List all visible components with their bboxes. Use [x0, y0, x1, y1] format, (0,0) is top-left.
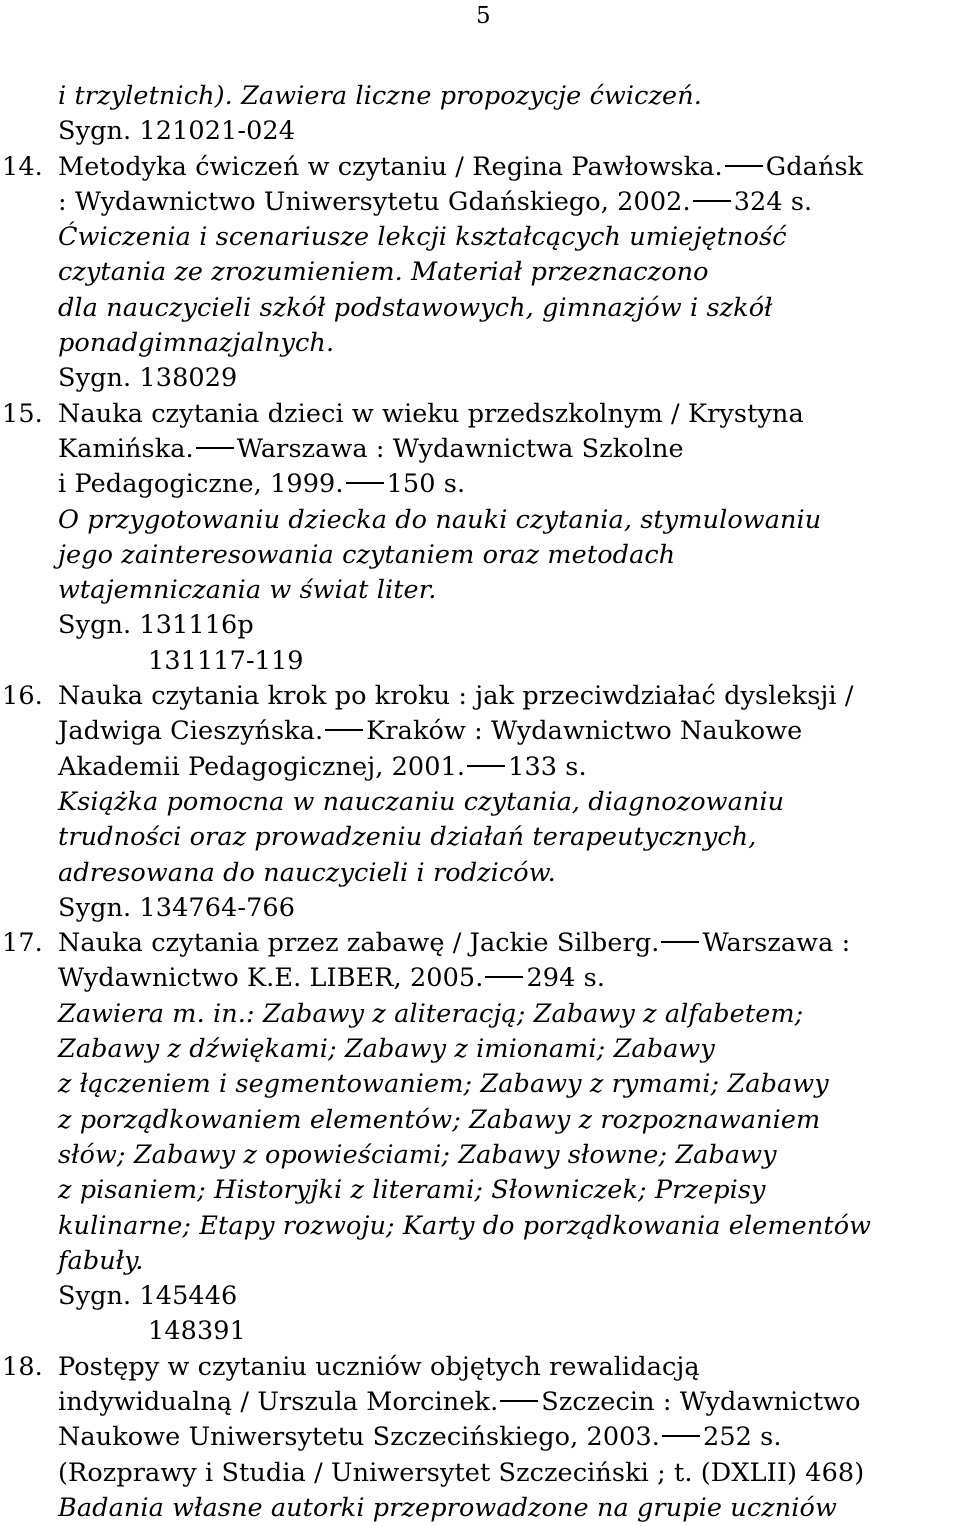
- annotation-text: Książka pomocna w nauczaniu czytania, diagnozowaniu: [58, 786, 785, 817]
- citation-text: Kraków : Wydawnictwo Naukowe: [366, 716, 803, 747]
- text-line: [0, 679, 960, 714]
- citation-text: Nauka czytania przez zabawę / Jackie Silberg.: [58, 928, 660, 959]
- text-line: [0, 1103, 960, 1138]
- citation-text: 131117-119: [148, 645, 304, 676]
- line-text: [58, 467, 465, 502]
- line-text: [58, 1103, 820, 1138]
- line-text: [58, 997, 803, 1032]
- text-line: [0, 255, 960, 290]
- text-line: [0, 150, 960, 185]
- citation-text: (Rozprawy i Studia / Uniwersytet Szczeciński ; t. (DXLII) 468): [58, 1457, 865, 1488]
- line-text: [58, 679, 854, 714]
- text-line: [0, 326, 960, 361]
- text-line: [0, 538, 960, 573]
- annotation-text: Zawiera m. in.: Zabawy z aliteracją; Zabawy z alfabetem;: [58, 998, 804, 1029]
- em-dash: [196, 447, 234, 449]
- citation-text: 252 s.: [703, 1422, 782, 1453]
- text-line: [0, 1244, 960, 1279]
- text-line: [0, 220, 960, 255]
- annotation-text: ponadgimnazjalnych.: [58, 328, 335, 359]
- annotation-text: fabuły.: [58, 1245, 144, 1276]
- citation-text: 150 s.: [386, 469, 466, 500]
- line-text: [148, 644, 304, 679]
- text-line: [0, 503, 960, 538]
- citation-text: : Wydawnictwo Uniwersytetu Gdańskiego, 2002.: [58, 186, 691, 217]
- line-text: [58, 820, 757, 855]
- line-text: [58, 397, 804, 432]
- bibliography-list: [0, 79, 960, 1526]
- annotation-text: kulinarne; Etapy rozwoju; Karty do porządkowania elementów: [58, 1210, 872, 1241]
- line-text: [58, 114, 295, 149]
- text-line: [0, 714, 960, 749]
- citation-text: Sygn. 138029: [58, 363, 238, 394]
- citation-text: Kamińska.: [58, 433, 194, 464]
- text-line: [0, 114, 960, 149]
- citation-text: Postępy w czytaniu uczniów objętych rewalidacją: [58, 1351, 700, 1382]
- em-dash: [662, 1435, 700, 1437]
- citation-text: Wydawnictwo K.E. LIBER, 2005.: [58, 963, 484, 994]
- line-text: [58, 1032, 715, 1067]
- text-line: [0, 926, 960, 961]
- line-text: [58, 1138, 777, 1173]
- annotation-text: O przygotowaniu dziecka do nauki czytania, stymulowaniu: [58, 504, 822, 535]
- line-text: [58, 608, 254, 643]
- em-dash: [325, 729, 363, 731]
- citation-text: Gdańsk: [765, 151, 864, 182]
- line-text: [58, 150, 863, 185]
- text-line: [0, 1279, 960, 1314]
- line-text: [58, 1244, 143, 1279]
- line-text: [58, 185, 812, 220]
- text-line: [0, 750, 960, 785]
- line-text: [58, 750, 587, 785]
- em-dash: [661, 941, 699, 943]
- text-line: [0, 397, 960, 432]
- line-text: [58, 1067, 829, 1102]
- line-text: [58, 255, 709, 290]
- text-line: [0, 961, 960, 996]
- annotation-text: z łączeniem i segmentowaniem; Zabawy z rymami; Zabawy: [58, 1069, 829, 1100]
- annotation-text: dla nauczycieli szkół podstawowych, gimnazjów i szkół: [58, 292, 773, 323]
- text-line: [0, 1067, 960, 1102]
- citation-text: Warszawa : Wydawnictwa Szkolne: [236, 433, 684, 464]
- text-line: [0, 608, 960, 643]
- line-text: [58, 220, 787, 255]
- line-text: [58, 361, 237, 396]
- annotation-text: wtajemniczania w świat liter.: [58, 575, 437, 606]
- citation-text: 148391: [148, 1316, 246, 1347]
- line-text: [58, 432, 684, 467]
- em-dash: [500, 1400, 538, 1402]
- line-text: [58, 1350, 700, 1385]
- text-line: [0, 1350, 960, 1385]
- line-text: [58, 573, 436, 608]
- em-dash: [485, 976, 523, 978]
- annotation-text: słów; Zabawy z opowieściami; Zabawy słowne; Zabawy: [58, 1139, 777, 1170]
- line-text: [58, 291, 773, 326]
- entry-number: 17.: [2, 928, 43, 959]
- em-dash: [346, 482, 384, 484]
- line-text: [58, 714, 802, 749]
- text-line: [0, 185, 960, 220]
- text-line: [0, 1209, 960, 1244]
- text-line: [0, 997, 960, 1032]
- citation-text: Jadwiga Cieszyńska.: [58, 716, 324, 747]
- em-dash: [693, 200, 731, 202]
- text-line: [0, 644, 960, 679]
- line-text: [58, 926, 850, 961]
- annotation-text: i trzyletnich). Zawiera liczne propozycje ćwiczeń.: [58, 81, 702, 111]
- line-text: [58, 1456, 864, 1491]
- line-text: [58, 961, 605, 996]
- line-text: [58, 1173, 766, 1208]
- annotation-text: adresowana do nauczycieli i rodziców.: [58, 857, 556, 888]
- entry-number: 16.: [2, 681, 43, 712]
- line-text: [58, 1491, 837, 1526]
- text-line: [0, 891, 960, 926]
- line-text: [58, 1209, 871, 1244]
- text-line: [0, 1456, 960, 1491]
- text-line: [0, 1138, 960, 1173]
- citation-text: Warszawa :: [702, 928, 851, 959]
- line-text: [58, 538, 675, 573]
- text-line: [0, 1314, 960, 1349]
- citation-text: Sygn. 134764-766: [58, 892, 296, 923]
- annotation-text: jego zainteresowania czytaniem oraz metodach: [58, 539, 676, 570]
- text-line: [0, 573, 960, 608]
- citation-text: i Pedagogiczne, 1999.: [58, 469, 344, 500]
- text-line: [0, 820, 960, 855]
- citation-text: 133 s.: [508, 751, 587, 782]
- text-line: [0, 432, 960, 467]
- citation-text: 294 s.: [526, 963, 606, 994]
- line-text: [58, 785, 784, 820]
- text-line: [0, 1385, 960, 1420]
- line-text: [58, 1420, 782, 1455]
- annotation-text: Zabawy z dźwiękami; Zabawy z imionami; Zabawy: [58, 1034, 715, 1065]
- annotation-text: trudności oraz prowadzeniu działań terapeutycznych,: [58, 822, 757, 853]
- page-number: 5: [476, 3, 491, 29]
- em-dash: [467, 765, 505, 767]
- citation-text: Sygn. 121021-024: [58, 116, 296, 147]
- citation-text: Metodyka ćwiczeń w czytaniu / Regina Pawłowska.: [58, 151, 723, 182]
- entry-number: 18.: [2, 1351, 43, 1382]
- line-text: [58, 326, 334, 361]
- citation-text: 324 s.: [733, 186, 813, 217]
- citation-text: Szczecin : Wydawnictwo: [541, 1386, 861, 1417]
- text-line: [0, 1420, 960, 1455]
- citation-text: Naukowe Uniwersytetu Szczecińskiego, 2003.: [58, 1422, 660, 1453]
- citation-text: Sygn. 145446: [58, 1281, 238, 1312]
- line-text: [58, 1385, 861, 1420]
- text-line: [0, 291, 960, 326]
- line-text: [148, 1314, 246, 1349]
- text-line: [0, 79, 960, 114]
- text-line: [0, 361, 960, 396]
- text-line: [0, 1491, 960, 1526]
- line-text: [58, 1279, 237, 1314]
- annotation-text: czytania ze zrozumieniem. Materiał przeznaczono: [58, 257, 709, 288]
- citation-text: Sygn. 131116p: [58, 610, 254, 641]
- citation-text: Akademii Pedagogicznej, 2001.: [58, 751, 466, 782]
- text-line: [0, 785, 960, 820]
- entry-number: 15.: [2, 398, 43, 429]
- line-text: [58, 79, 702, 114]
- annotation-text: z pisaniem; Historyjki z literami; Słowniczek; Przepisy: [58, 1175, 766, 1206]
- text-line: [0, 1032, 960, 1067]
- citation-text: indywidualną / Urszula Morcinek.: [58, 1386, 499, 1417]
- annotation-text: Badania własne autorki przeprowadzone na grupie uczniów: [58, 1492, 837, 1523]
- line-text: [58, 503, 821, 538]
- annotation-text: Ćwiczenia i scenariusze lekcji kształcących umiejętność: [58, 222, 787, 253]
- entry-number: 14.: [2, 151, 43, 182]
- em-dash: [725, 165, 763, 167]
- citation-text: Nauka czytania krok po kroku : jak przeciwdziałać dysleksji /: [58, 681, 854, 712]
- annotation-text: z porządkowaniem elementów; Zabawy z rozpoznawaniem: [58, 1104, 821, 1135]
- text-line: [0, 467, 960, 502]
- text-line: [0, 856, 960, 891]
- line-text: [58, 891, 295, 926]
- line-text: [58, 856, 556, 891]
- text-line: [0, 1173, 960, 1208]
- citation-text: Nauka czytania dzieci w wieku przedszkolnym / Krystyna: [58, 398, 804, 429]
